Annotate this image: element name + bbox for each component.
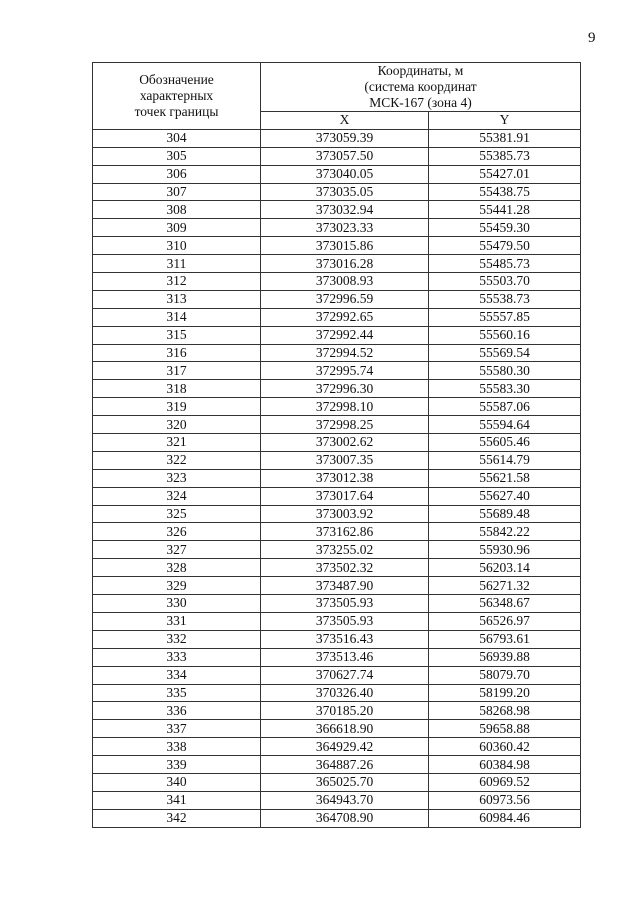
table-row [93,577,581,595]
x-cell: 372996.30 [261,380,429,398]
point-cell: 338 [93,738,261,756]
header-coords-line-3: МСК-167 (зона 4) [369,95,472,110]
y-cell: 58268.98 [429,702,581,720]
y-cell: 55605.46 [429,434,581,452]
table-row [93,344,581,362]
point-cell: 314 [93,308,261,326]
x-cell: 372994.52 [261,344,429,362]
point-cell: 334 [93,666,261,684]
point-cell: 331 [93,612,261,630]
y-cell: 60984.46 [429,809,581,827]
y-cell: 55842.22 [429,523,581,541]
table-row [93,255,581,273]
point-cell: 333 [93,648,261,666]
point-cell: 323 [93,469,261,487]
y-cell: 59658.88 [429,720,581,738]
table-row [93,702,581,720]
x-cell: 373016.28 [261,255,429,273]
point-cell: 313 [93,290,261,308]
y-cell: 55441.28 [429,201,581,219]
table-row [93,273,581,291]
y-cell: 56348.67 [429,595,581,613]
header-coordinates [261,63,581,112]
y-cell: 60384.98 [429,756,581,774]
table-body [93,129,581,827]
y-cell: 60360.42 [429,738,581,756]
point-cell: 324 [93,487,261,505]
point-cell: 309 [93,219,261,237]
table-row [93,290,581,308]
table-row [93,416,581,434]
x-cell: 373255.02 [261,541,429,559]
point-cell: 318 [93,380,261,398]
x-cell: 373035.05 [261,183,429,201]
point-cell: 306 [93,165,261,183]
point-cell: 329 [93,577,261,595]
y-cell: 55479.50 [429,237,581,255]
table-row [93,809,581,827]
table-row [93,326,581,344]
point-cell: 339 [93,756,261,774]
x-cell: 373487.90 [261,577,429,595]
x-cell: 373505.93 [261,612,429,630]
point-cell: 305 [93,147,261,165]
header-y: Y [429,112,581,130]
point-cell: 304 [93,129,261,147]
table-row [93,612,581,630]
x-cell: 373007.35 [261,451,429,469]
y-cell: 55621.58 [429,469,581,487]
table-row [93,666,581,684]
y-cell: 58079.70 [429,666,581,684]
x-cell: 373059.39 [261,129,429,147]
table-row [93,720,581,738]
y-cell: 55427.01 [429,165,581,183]
point-cell: 330 [93,595,261,613]
y-cell: 56793.61 [429,630,581,648]
x-cell: 372995.74 [261,362,429,380]
y-cell: 55503.70 [429,273,581,291]
point-cell: 307 [93,183,261,201]
x-cell: 373516.43 [261,630,429,648]
table-row [93,756,581,774]
table-row [93,559,581,577]
y-cell: 55385.73 [429,147,581,165]
table-row [93,469,581,487]
x-cell: 373008.93 [261,273,429,291]
x-cell: 372998.25 [261,416,429,434]
x-cell: 370185.20 [261,702,429,720]
table-header [93,63,581,130]
table-row [93,219,581,237]
x-cell: 364943.70 [261,791,429,809]
header-x: X [261,112,429,130]
point-cell: 336 [93,702,261,720]
point-cell: 312 [93,273,261,291]
table-row [93,434,581,452]
y-cell: 55583.30 [429,380,581,398]
point-cell: 308 [93,201,261,219]
y-cell: 55485.73 [429,255,581,273]
coordinates-table [92,62,581,828]
table-row [93,183,581,201]
point-cell: 335 [93,684,261,702]
x-cell: 373162.86 [261,523,429,541]
point-cell: 340 [93,773,261,791]
header-coords-line-1: Координаты, м [377,63,464,78]
table-row [93,129,581,147]
header-point-line-1: Обозначение [139,71,214,87]
header-point-line-3: точек границы [134,103,219,119]
header-coords-line-2: (система координат [364,79,477,94]
x-cell: 373040.05 [261,165,429,183]
point-cell: 328 [93,559,261,577]
table-row [93,487,581,505]
x-cell: 373513.46 [261,648,429,666]
y-cell: 55930.96 [429,541,581,559]
table-row [93,738,581,756]
x-cell: 364929.42 [261,738,429,756]
y-cell: 55538.73 [429,290,581,308]
header-point-line-2: характерных [139,87,214,103]
y-cell: 55587.06 [429,398,581,416]
table-row [93,398,581,416]
point-cell: 315 [93,326,261,344]
y-cell: 58199.20 [429,684,581,702]
y-cell: 55689.48 [429,505,581,523]
x-cell: 373012.38 [261,469,429,487]
y-cell: 55438.75 [429,183,581,201]
point-cell: 311 [93,255,261,273]
point-cell: 337 [93,720,261,738]
point-cell: 342 [93,809,261,827]
x-cell: 370326.40 [261,684,429,702]
table-row [93,451,581,469]
point-cell: 310 [93,237,261,255]
y-cell: 55569.54 [429,344,581,362]
x-cell: 373023.33 [261,219,429,237]
table-row [93,505,581,523]
y-cell: 56939.88 [429,648,581,666]
header-point-designation [93,63,261,130]
y-cell: 56526.97 [429,612,581,630]
table-row [93,237,581,255]
x-cell: 370627.74 [261,666,429,684]
table-row [93,165,581,183]
table-row [93,773,581,791]
table-row [93,308,581,326]
table-row [93,380,581,398]
x-cell: 373505.93 [261,595,429,613]
table-row [93,684,581,702]
table-row [93,648,581,666]
point-cell: 326 [93,523,261,541]
x-cell: 372992.44 [261,326,429,344]
x-cell: 366618.90 [261,720,429,738]
x-cell: 373057.50 [261,147,429,165]
point-cell: 327 [93,541,261,559]
y-cell: 55459.30 [429,219,581,237]
x-cell: 373502.32 [261,559,429,577]
x-cell: 373017.64 [261,487,429,505]
point-cell: 341 [93,791,261,809]
x-cell: 372998.10 [261,398,429,416]
point-cell: 316 [93,344,261,362]
table-row [93,630,581,648]
point-cell: 319 [93,398,261,416]
y-cell: 55580.30 [429,362,581,380]
table-row [93,362,581,380]
x-cell: 365025.70 [261,773,429,791]
table-row [93,523,581,541]
x-cell: 373002.62 [261,434,429,452]
table-row [93,147,581,165]
x-cell: 364887.26 [261,756,429,774]
point-cell: 320 [93,416,261,434]
x-cell: 372996.59 [261,290,429,308]
point-cell: 321 [93,434,261,452]
x-cell: 373003.92 [261,505,429,523]
y-cell: 60969.52 [429,773,581,791]
y-cell: 56271.32 [429,577,581,595]
y-cell: 55614.79 [429,451,581,469]
table-row [93,791,581,809]
y-cell: 55381.91 [429,129,581,147]
point-cell: 317 [93,362,261,380]
x-cell: 373032.94 [261,201,429,219]
y-cell: 55594.64 [429,416,581,434]
table-row [93,541,581,559]
page-number: 9 [588,30,596,46]
point-cell: 322 [93,451,261,469]
x-cell: 373015.86 [261,237,429,255]
y-cell: 56203.14 [429,559,581,577]
table-row [93,595,581,613]
x-cell: 364708.90 [261,809,429,827]
y-cell: 55557.85 [429,308,581,326]
y-cell: 55627.40 [429,487,581,505]
x-cell: 372992.65 [261,308,429,326]
table-row [93,201,581,219]
y-cell: 55560.16 [429,326,581,344]
point-cell: 325 [93,505,261,523]
y-cell: 60973.56 [429,791,581,809]
point-cell: 332 [93,630,261,648]
header-row-top [93,63,581,112]
